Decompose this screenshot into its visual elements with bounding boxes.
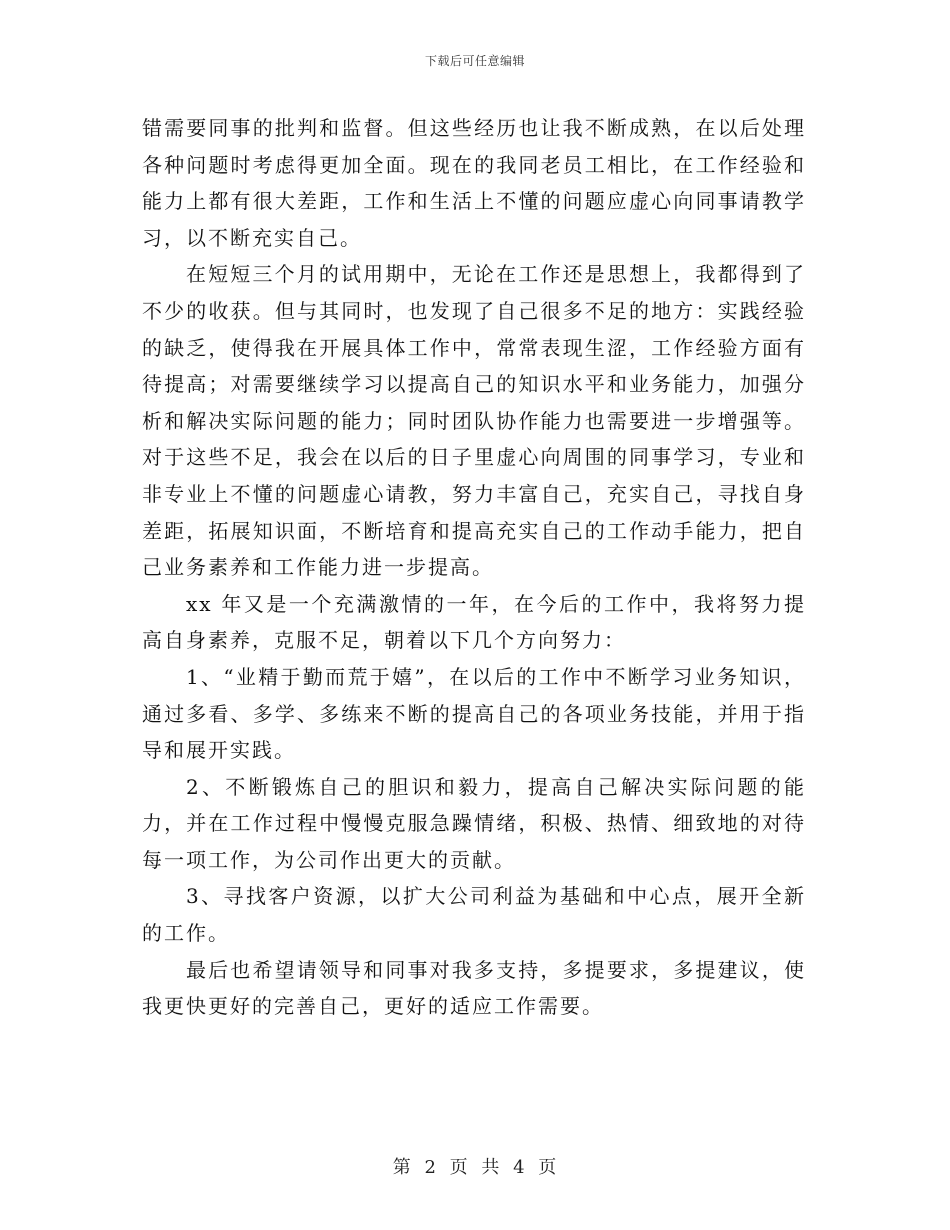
paragraph-goal-2: 2、不断锻炼自己的胆识和毅力，提高自己解决实际问题的能力，并在工作过程中慢慢克服急躁情绪，积极、热情、细致地的对待每一项工作，为公司作出更大的贡献。: [142, 774, 806, 872]
paragraph-continuation: 错需要同事的批判和监督。但这些经历也让我不断成熟，在以后处理各种问题时考虑得更加全面。现在的我同老员工相比，在工作经验和能力上都有很大差距，工作和生活上不懂的问题应虚心向同事请教学习，以不断充实自己。: [142, 116, 806, 250]
page-header-note: 下载后可任意编辑: [424, 54, 525, 68]
paragraph-closing: 最后也希望请领导和同事对我多支持，多提要求，多提建议，使我更快更好的完善自己，更好的适应工作需要。: [142, 957, 806, 1019]
document-body: [142, 110, 806, 1025]
paragraph-probation-summary: 在短短三个月的试用期中，无论在工作还是思想上，我都得到了不少的收获。但与其同时，也发现了自己很多不足的地方：实践经验的缺乏，使得我在开展具体工作中，常常表现生涩，工作经验方面有待提高；对需要继续学习以提高自己的知识水平和业务能力，加强分析和解决实际问题的能力；同时团队协作能力也需要进一步增强等。对于这些不足，我会在以后的日子里虚心向周围的同事学习，专业和非专业上不懂的问题虚心请教，努力丰富自己，充实自己，寻找自身差距，拓展知识面，不断培育和提高充实自己的工作动手能力，把自己业务素养和工作能力进一步提高。: [142, 262, 806, 580]
paragraph-goal-3: 3、寻找客户资源，以扩大公司利益为基础和中心点，展开全新的工作。: [142, 884, 806, 946]
paragraph-goal-1: 1、“业精于勤而荒于嬉”，在以后的工作中不断学习业务知识，通过多看、多学、多练来不断的提高自己的各项业务技能，并用于指导和展开实践。: [142, 664, 806, 763]
page-number: 第 2 页 共 4 页: [392, 1157, 558, 1178]
paragraph-goals-intro: xx 年又是一个充满激情的一年，在今后的工作中，我将努力提高自身素养，克服不足，朝着以下几个方向努力：: [142, 591, 806, 653]
